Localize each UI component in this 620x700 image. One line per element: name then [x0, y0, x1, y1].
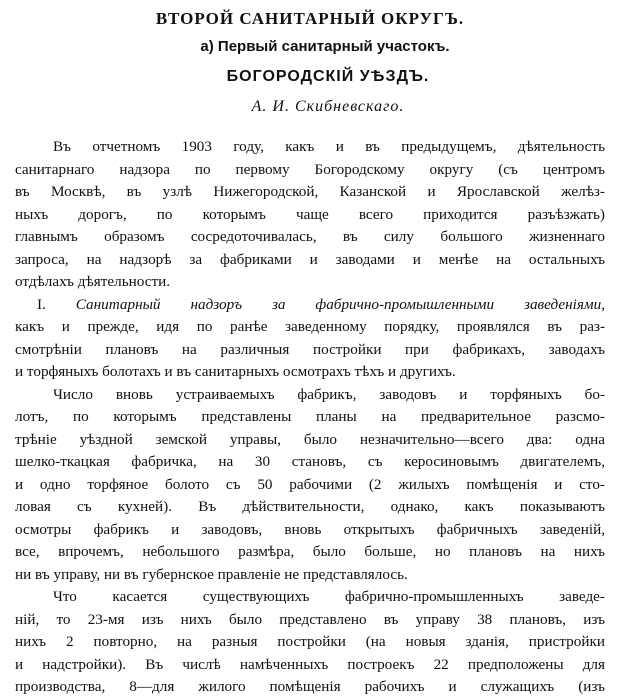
text-line: ныхъ дорогъ, по которымъ чаще всего приходится разъѣзжать): [15, 205, 605, 223]
text-line: и одно торфяное болото съ 50 рабочими (2 жилыхъ помѣщенія и сто-: [15, 475, 605, 493]
text-line: трѣніе уѣздной земской управы, было незначительно—всего два: одна: [15, 430, 605, 448]
document-body: [15, 136, 605, 699]
text-line: Число вновь устраиваемыхъ фабрикъ, заводовъ и торфяныхъ бо-: [53, 385, 605, 403]
section-title: ВТОРОЙ САНИТАРНЫЙ ОКРУГЪ.: [155, 9, 465, 28]
text-line: главнымъ образомъ сосредоточивалась, въ силу большого жизненнаго: [15, 228, 605, 245]
text-line: [15, 294, 605, 317]
text-line: и торфяныхъ болотахъ и въ санитарныхъ осмотрахъ тѣхъ и другихъ.: [15, 363, 456, 380]
text-line: какъ и прежде, идя по ранѣе заведенному порядку, проявлялся въ раз-: [15, 318, 605, 335]
text-line: ловая съ кухней). Въ дѣйствительности, однако, какъ показываютъ: [15, 498, 605, 515]
text-line: и надстройки). Въ числѣ намѣченныхъ построекъ 22 предположены для: [15, 655, 605, 673]
text-line: Въ отчетномъ 1903 году, какъ и въ предыдущемъ, дѣятельность: [53, 138, 605, 155]
text-line: отдѣлахъ дѣятельности.: [15, 273, 171, 290]
text-line: нихъ 2 повторно, на разныя постройки (на новыя зданія, пристройки: [15, 633, 605, 650]
subsection-title: а) Первый санитарный участокъ.: [200, 38, 450, 55]
text-line: лотъ, по которымъ представлены планы на предварительное разсмо-: [15, 408, 605, 425]
text-line: все, впрочемъ, небольшого размѣра, было больше, но плановъ на нихъ: [15, 543, 605, 560]
text-line: смотрѣніи плановъ на различныя постройки при фабрикахъ, заводахъ: [15, 340, 605, 358]
paragraph-1: [15, 136, 605, 294]
paragraph-4: [15, 586, 605, 699]
text-line: осмотры фабрикъ и заводовъ, вновь открытыхъ фабричныхъ заведеній,: [15, 520, 605, 538]
section-heading-italic: Санитарный надзоръ за фабрично-промышленными заведеніями,: [75, 295, 605, 313]
roman-numeral: I.: [37, 295, 46, 313]
author-line: А. И. Скибневскаго.: [251, 98, 405, 115]
text-line: ни въ управу, ни въ губернское правленіе не представлялось.: [15, 565, 408, 583]
text-line: въ Москвѣ, въ узлѣ Нижегородской, Казанской и Ярославской желѣз-: [15, 183, 605, 200]
paragraph-3: [15, 384, 605, 587]
text-line: запроса, на надзорѣ за фабриками и заводами и менѣе на остальныхъ: [15, 250, 605, 268]
paragraph-2: [15, 294, 605, 384]
text-line: санитарнаго надзора по первому Богородскому округу (съ центромъ: [15, 160, 605, 178]
text-line: ній, то 23-мя изъ нихъ было представлено въ управу 38 плановъ, изъ: [15, 610, 605, 628]
district-title: БОГОРОДСКІЙ УѢЗДЪ.: [226, 68, 430, 85]
text-line: шелко-ткацкая фабричка, на 30 становъ, съ керосиновымъ двигателемъ,: [15, 453, 605, 470]
text-line: производства, 8—для жилого помѣщенія рабочихъ и служащихъ (изъ: [15, 678, 605, 695]
text-line: Что касается существующихъ фабрично-промышленныхъ заведе-: [53, 588, 605, 605]
